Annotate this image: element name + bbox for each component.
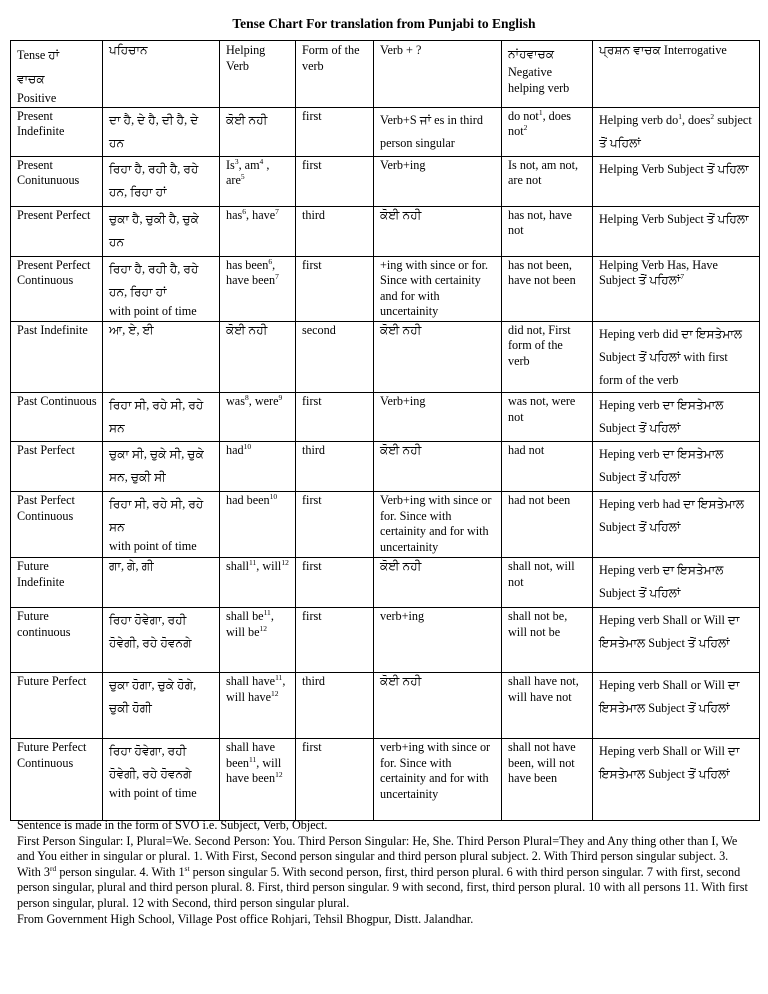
text: person singular 5. With second person, first, third person plural. 6 with third person singular. 7 with first, second person singular, plural and third person plural. 8. First, third person singular. 9 with second, first, third person plural. 10 with all persons 11. With first person singular, plural. 12 with Second, third person singular plural. [17,864,748,910]
table-row [11,206,760,256]
cell-verb: Verb+ing with since or for. Since with certainity and for with uncertainity [374,492,502,558]
cell-tense: Past Perfect Continuous [11,492,103,558]
cell-verb: verb+ing with since or for. Since with certainity and for with uncertainity [374,739,502,821]
text: had [226,443,244,458]
cell-helping-verb [220,206,296,256]
cell-verb: Verb+ing [374,156,502,206]
footnote-mark: 7 [680,272,685,282]
footnote-mark: 10 [243,442,252,452]
text: person singular. 4. With 1 [56,864,185,879]
text: shall be [226,609,264,624]
cell-negative: shall have not, will have not [502,673,593,739]
cell-pehchan [103,739,220,821]
cell-verb: Verb+S ਜਾਂ es in third person singular [374,107,502,156]
footnote-mark: 11 [275,673,283,683]
table-row [11,608,760,673]
superscript: rd [50,863,57,873]
text: , does not [508,108,571,139]
table-row [11,393,760,442]
cell-form: second [296,321,374,393]
text: with point of time [109,539,197,554]
text: ਰਿਹਾ ਸੀ, ਰਹੇ ਸੀ, ਰਹੇ ਸਨ [109,497,204,535]
text: shall have been [226,740,276,770]
cell-pehchan: ਚੁਕਾ ਹੈ, ਚੁਕੀ ਹੈ, ਚੁਕੇ ਹਨ [103,206,220,256]
text: ਰਿਹਾ ਹੈ, ਰਹੀ ਹੈ, ਰਹੇ ਹਨ, ਰਿਹਾ ਹਾਂ [109,261,199,299]
cell-pehchan: ਚੁਕਾ ਹੋਗਾ, ਚੁਕੇ ਹੋਗੇ, ਚੁਕੀ ਹੋਗੀ [103,673,220,739]
cell-tense: Future Perfect Continuous [11,739,103,821]
footnote-mark: 12 [275,770,283,780]
text: subject ਤੋਂ ਪਹਿਲਾਂ [599,112,752,150]
footnote-mark: 11 [249,558,257,568]
header-tense-line2: ਵਾਚਕ [17,72,45,86]
cell-negative: shall not be, will not be [502,608,593,673]
cell-verb: ਕੋਈ ਨਹੀ [374,558,502,608]
text: has [226,207,243,222]
text: Is [226,157,235,172]
cell-negative: has not, have not [502,206,593,256]
cell-verb: ਕੋਈ ਨਹੀ [374,442,502,492]
cell-pehchan [103,492,220,558]
cell-form: first [296,156,374,206]
cell-interrogative: Heping verb did ਦਾ ਇਸਤੇਮਾਲ Subject ਤੋਂ ਪਹਿਲਾਂ with first form of the verb [593,321,760,393]
cell-helping-verb: ਕੋਈ ਨਹੀ [220,321,296,393]
cell-tense: Future Indefinite [11,558,103,608]
cell-negative: Is not, am not, are not [502,156,593,206]
header-interrogative: ਪ੍ਰਸ਼ਨ ਵਾਚਕ Interrogative [593,41,760,108]
text: had been [226,493,270,508]
cell-helping-verb: ਕੋਈ ਨਹੀ [220,107,296,156]
note-svo: Sentence is made in the form of SVO i.e. Subject, Verb, Object. [17,818,328,832]
cell-pehchan [103,256,220,321]
footnote-mark: 12 [271,688,279,698]
cell-helping-verb [220,256,296,321]
header-helping-verb: Helping Verb [220,41,296,108]
cell-helping-verb [220,558,296,608]
header-tense-line1: Tense ਹਾਂ [17,48,60,62]
footnote-mark: 2 [523,123,528,133]
cell-interrogative: Heping verb ਦਾ ਇਸਤੇਮਾਲ Subject ਤੋਂ ਪਹਿਲਾਂ [593,558,760,608]
tense-chart-table [10,40,760,821]
text: , have been [226,257,276,288]
footnote-mark: 2 [710,111,715,121]
table-header-row [11,41,760,108]
cell-pehchan: ਰਿਹਾ ਸੀ, ਰਹੇ ਸੀ, ਰਹੇ ਸਨ [103,393,220,442]
header-pehchan: ਪਹਿਚਾਨ [103,41,220,108]
footnote-mark: 11 [249,754,257,764]
cell-helping-verb [220,393,296,442]
cell-tense: Past Indefinite [11,321,103,393]
text: Helping Verb Has, Have Subject ਤੋਂ ਪਹਿਲਾਂ [599,257,718,288]
cell-form: first [296,492,374,558]
cell-interrogative: Heping verb Shall or Will ਦਾ ਇਸਤੇਮਾਲ Subject ਤੋਂ ਪਹਿਲਾਂ [593,739,760,821]
text: has been [226,257,269,272]
cell-pehchan: ਚੁਕਾ ਸੀ, ਚੁਕੇ ਸੀ, ਚੁਕੇ ਸਨ, ਚੁਕੀ ਸੀ [103,442,220,492]
footnote-mark: 4 [259,156,264,166]
footnote-mark: 12 [259,623,268,633]
cell-verb: verb+ing [374,608,502,673]
footnote-mark: 3 [234,156,239,166]
cell-negative: shall not have been, will not have been [502,739,593,821]
cell-helping-verb [220,608,296,673]
cell-pehchan: ਦਾ ਹੈ, ਦੇ ਹੈ, ਦੀ ਹੈ, ਦੇ ਹਨ [103,107,220,156]
cell-form: third [296,442,374,492]
footnote-mark: 12 [281,558,289,568]
text: Helping verb do [599,112,679,127]
cell-form: first [296,107,374,156]
cell-tense: Present Indefinite [11,107,103,156]
cell-negative [502,107,593,156]
cell-negative: had not been [502,492,593,558]
cell-interrogative: Heping verb ਦਾ ਇਸਤੇਮਾਲ Subject ਤੋਂ ਪਹਿਲਾਂ [593,393,760,442]
text: , will have been [226,755,282,786]
text: ਰਿਹਾ ਹੋਵੇਗਾ, ਰਹੀ ਹੋਵੇਗੀ, ਰਹੇ ਹੋਵਨਗੇ [109,744,192,782]
footnote-mark: 1 [678,111,682,121]
cell-interrogative [593,107,760,156]
table-row [11,156,760,206]
text: , will [256,559,282,574]
text: , am [238,157,260,172]
text: First Person Singular: I, Plural=We. Second Person: You. Third Person Singular: He, She. Third Person Plural=They and Any thing other than I, We and You either in singular or plural. 1. With First, Second person singular and third person plural subject. 2. With Third person singular subject. 3. With 3 [17,833,738,879]
header-negative [502,41,593,108]
cell-helping-verb [220,156,296,206]
header-negative-pa: ਨਾਂਹਵਾਚਕ [508,47,555,61]
text: shall have [226,674,276,689]
superscript: st [184,863,190,873]
header-negative-en: Negative helping verb [508,65,570,95]
note-source: From Government High School, Village Post office Rohjari, Tehsil Bhogpur, Distt. Jalandhar. [17,911,474,926]
cell-negative: was not, were not [502,393,593,442]
page-title: Tense Chart For translation from Punjabi to English [232,16,536,31]
header-tense [11,41,103,108]
footnote-mark: 1 [538,107,543,117]
table-row [11,256,760,321]
cell-helping-verb [220,673,296,739]
footnote-mark: 9 [278,393,283,403]
footnote-mark: 8 [244,393,249,403]
cell-form: first [296,608,374,673]
cell-negative: shall not, will not [502,558,593,608]
cell-form: third [296,673,374,739]
cell-pehchan: ਰਿਹਾ ਹੋਵੇਗਾ, ਰਹੀ ਹੋਵੇਗੀ, ਰਹੇ ਹੋਵਨਗੇ [103,608,220,673]
cell-tense: Present Perfect Continuous [11,256,103,321]
text: , does [681,112,711,127]
cell-form: third [296,206,374,256]
cell-form: first [296,739,374,821]
table-row [11,558,760,608]
footnote-mark: 7 [275,272,279,282]
table-row [11,739,760,821]
cell-negative: has not been, have not been [502,256,593,321]
cell-form: first [296,393,374,442]
header-verb-q: Verb + ? [374,41,502,108]
cell-tense: Present Perfect [11,206,103,256]
header-tense-line3: Positive [17,91,57,105]
cell-verb: ਕੋਈ ਨਹੀ [374,673,502,739]
cell-interrogative: Helping Verb Subject ਤੋਂ ਪਹਿਲਾ [593,206,760,256]
cell-tense: Past Perfect [11,442,103,492]
text: with point of time [109,303,197,318]
footnote-mark: 6 [242,206,246,216]
cell-form: first [296,256,374,321]
table-row [11,673,760,739]
cell-interrogative [593,256,760,321]
text: , are [226,157,270,188]
cell-helping-verb [220,442,296,492]
table-row [11,442,760,492]
footnote-mark: 10 [269,492,278,502]
cell-tense: Past Continuous [11,393,103,442]
table-row [11,492,760,558]
text: , will have [226,674,286,704]
footnotes [17,818,750,927]
cell-helping-verb [220,492,296,558]
cell-verb: +ing with since or for. Since with certainity and for with uncertainity [374,256,502,321]
cell-negative: did not, First form of the verb [502,321,593,393]
cell-interrogative: Heping verb Shall or Will ਦਾ ਇਸਤੇਮਾਲ Subject ਤੋਂ ਪਹਿਲਾਂ [593,608,760,673]
text: was [226,394,245,409]
cell-pehchan: ਆ, ਏ, ਈ [103,321,220,393]
cell-tense: Future Perfect [11,673,103,739]
text: shall [226,559,250,574]
text: with point of time [109,786,197,801]
cell-form: first [296,558,374,608]
table-row [11,107,760,156]
cell-tense: Future continuous [11,608,103,673]
cell-helping-verb [220,739,296,821]
footnote-mark: 6 [268,256,273,266]
cell-interrogative: Heping verb Shall or Will ਦਾ ਇਸਤੇਮਾਲ Subject ਤੋਂ ਪਹਿਲਾਂ [593,673,760,739]
cell-tense: Present Conitunuous [11,156,103,206]
cell-pehchan: ਗਾ, ਗੇ, ਗੀ [103,558,220,608]
cell-verb: ਕੋਈ ਨਹੀ [374,206,502,256]
text: do not [508,108,539,123]
cell-negative: had not [502,442,593,492]
cell-interrogative: Heping verb ਦਾ ਇਸਤੇਮਾਲ Subject ਤੋਂ ਪਹਿਲਾਂ [593,442,760,492]
table-row [11,321,760,393]
note-persons [17,834,750,912]
cell-pehchan: ਰਿਹਾ ਹੈ, ਰਹੀ ਹੈ, ਰਹੇ ਹਨ, ਰਿਹਾ ਹਾਂ [103,156,220,206]
cell-interrogative: Helping Verb Subject ਤੋਂ ਪਹਿਲਾ [593,156,760,206]
cell-interrogative: Heping verb had ਦਾ ਇਸਤੇਮਾਲ Subject ਤੋਂ ਪਹਿਲਾਂ [593,492,760,558]
cell-verb: Verb+ing [374,393,502,442]
text: , have [246,207,276,222]
footnote-mark: 5 [240,172,245,182]
text: , will be [226,609,274,639]
footnote-mark: 7 [275,206,279,216]
cell-verb: ਕੋਈ ਨਹੀ [374,321,502,393]
header-form-of-verb: Form of the verb [296,41,374,108]
footnote-mark: 11 [263,608,271,618]
text: , were [248,394,279,409]
